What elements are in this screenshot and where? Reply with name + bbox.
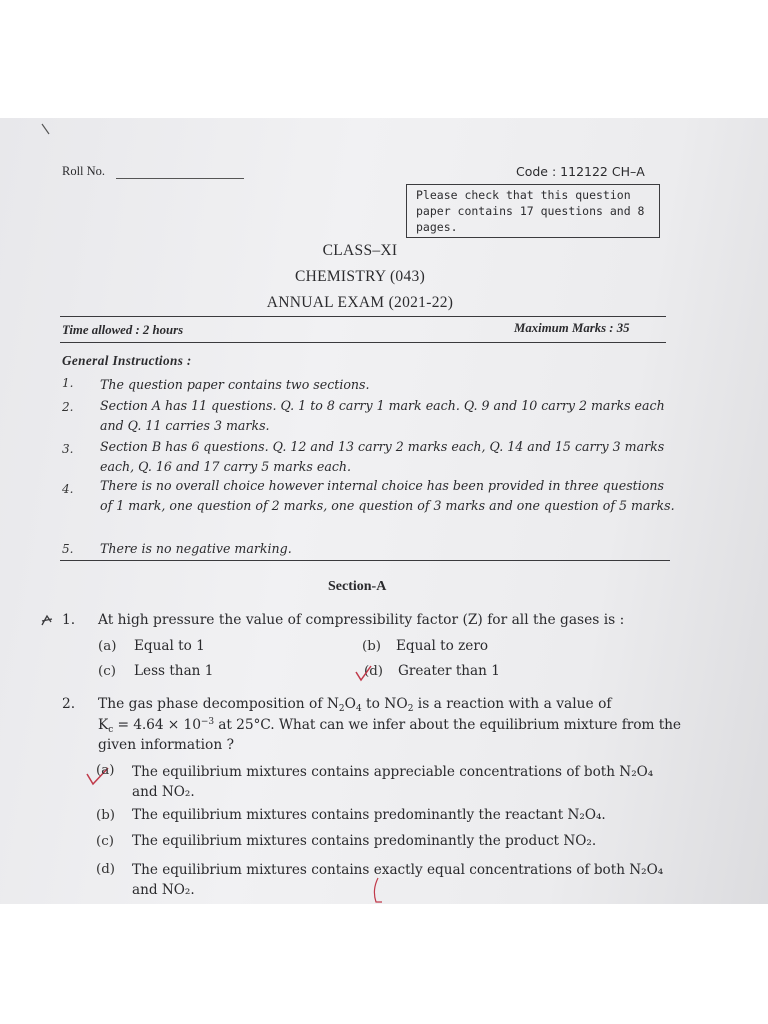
instruction-text: There is no overall choice however internal choice has been provided in three questions of 1 mark, one question of 2 marks, one question of 3 marks and one question of 5 marks. [100, 478, 675, 513]
q2-text: is a reaction with a value of [413, 696, 612, 712]
section-title: Section-A [328, 579, 387, 594]
option-text: Greater than 1 [398, 663, 500, 679]
instructions-heading: General Instructions : [62, 353, 192, 368]
instruction-text: There is no negative marking. [100, 541, 292, 556]
option-text: The equilibrium mixtures contains predominantly the reactant N₂O₄. [132, 807, 606, 823]
roll-no-label: Roll No. [62, 164, 106, 178]
option-label: (a) [98, 639, 117, 654]
tick-mark-icon [354, 664, 374, 688]
instruction-number: 5. [62, 542, 74, 556]
q2-text: The gas phase decomposition of N [98, 696, 339, 712]
q2-sub: 2 [338, 704, 345, 714]
instruction-text: Section A has 11 questions. Q. 1 to 8 carry 1 mark each. Q. 9 and 10 carry 2 marks each and Q. 11 carries 3 marks. [100, 398, 665, 433]
roll-no-blank [116, 178, 244, 179]
question-number: 1. [62, 612, 76, 628]
rule-mid [60, 342, 666, 343]
maximum-marks: Maximum Marks : 35 [514, 321, 630, 335]
option-label: (a) [96, 763, 115, 778]
instruction-number: 3. [62, 442, 74, 456]
q2-sup: −3 [200, 717, 214, 727]
q2-sub: 2 [407, 704, 414, 714]
option-text: The equilibrium mixtures contains appreciable concentrations of both N₂O₄ and NO₂. [132, 764, 654, 800]
instruction-text: Section B has 6 questions. Q. 12 and 13 carry 2 marks each, Q. 14 and 15 carry 3 marks each, Q. 16 and 17 carry 5 marks each. [100, 439, 665, 474]
q2-text: O [344, 696, 356, 712]
pen-mark [40, 122, 54, 144]
option-label: (d) [96, 862, 116, 877]
paper-code: Code : 112122 CH–A [516, 164, 645, 179]
class-title: CLASS–XI [322, 242, 398, 259]
rule-top [60, 316, 666, 317]
instruction-number: 2. [62, 400, 74, 414]
option-label: (d) [364, 664, 384, 679]
q2-text: at 25°C. What can we infer about the equilibrium mixture from the [214, 717, 681, 733]
q2-text: to NO [361, 696, 408, 712]
question-text: At high pressure the value of compressibility factor (Z) for all the gases is : [98, 612, 625, 628]
q2-text: K [98, 717, 109, 733]
option-label: (b) [96, 808, 116, 823]
time-allowed: Time allowed : 2 hours [62, 323, 184, 337]
q2-sub: 4 [355, 704, 362, 714]
question-line-2 [98, 717, 688, 733]
pen-mark [370, 876, 384, 904]
question-number: 2. [62, 696, 76, 712]
instruction-number: 4. [62, 482, 74, 496]
notice-box: Please check that this question paper contains 17 questions and 8 pages. [406, 184, 660, 238]
pen-mark-star [40, 612, 54, 631]
instruction-text: The question paper contains two sections. [100, 377, 370, 392]
exam-paper-photo [0, 118, 768, 904]
question-line-3: given information ? [98, 737, 235, 753]
q2-text: = 4.64 × 10 [113, 717, 201, 733]
option-text: Equal to 1 [134, 638, 205, 654]
option-text: The equilibrium mixtures contains predominantly the product NO₂. [132, 833, 597, 849]
exam-title: ANNUAL EXAM (2021-22) [266, 294, 454, 311]
instruction-number: 1. [62, 376, 74, 390]
subject-title: CHEMISTRY (043) [294, 268, 426, 285]
option-label: (c) [98, 664, 116, 679]
option-label: (b) [362, 639, 382, 654]
question-line-1 [98, 696, 688, 712]
rule-bottom [60, 560, 670, 561]
option-text: The equilibrium mixtures contains exactly equal concentrations of both N₂O₄ and NO₂. [132, 862, 664, 898]
q2-sub: c [108, 725, 114, 735]
option-text: Less than 1 [134, 663, 214, 679]
option-label: (c) [96, 834, 114, 849]
option-text: Equal to zero [396, 638, 489, 654]
